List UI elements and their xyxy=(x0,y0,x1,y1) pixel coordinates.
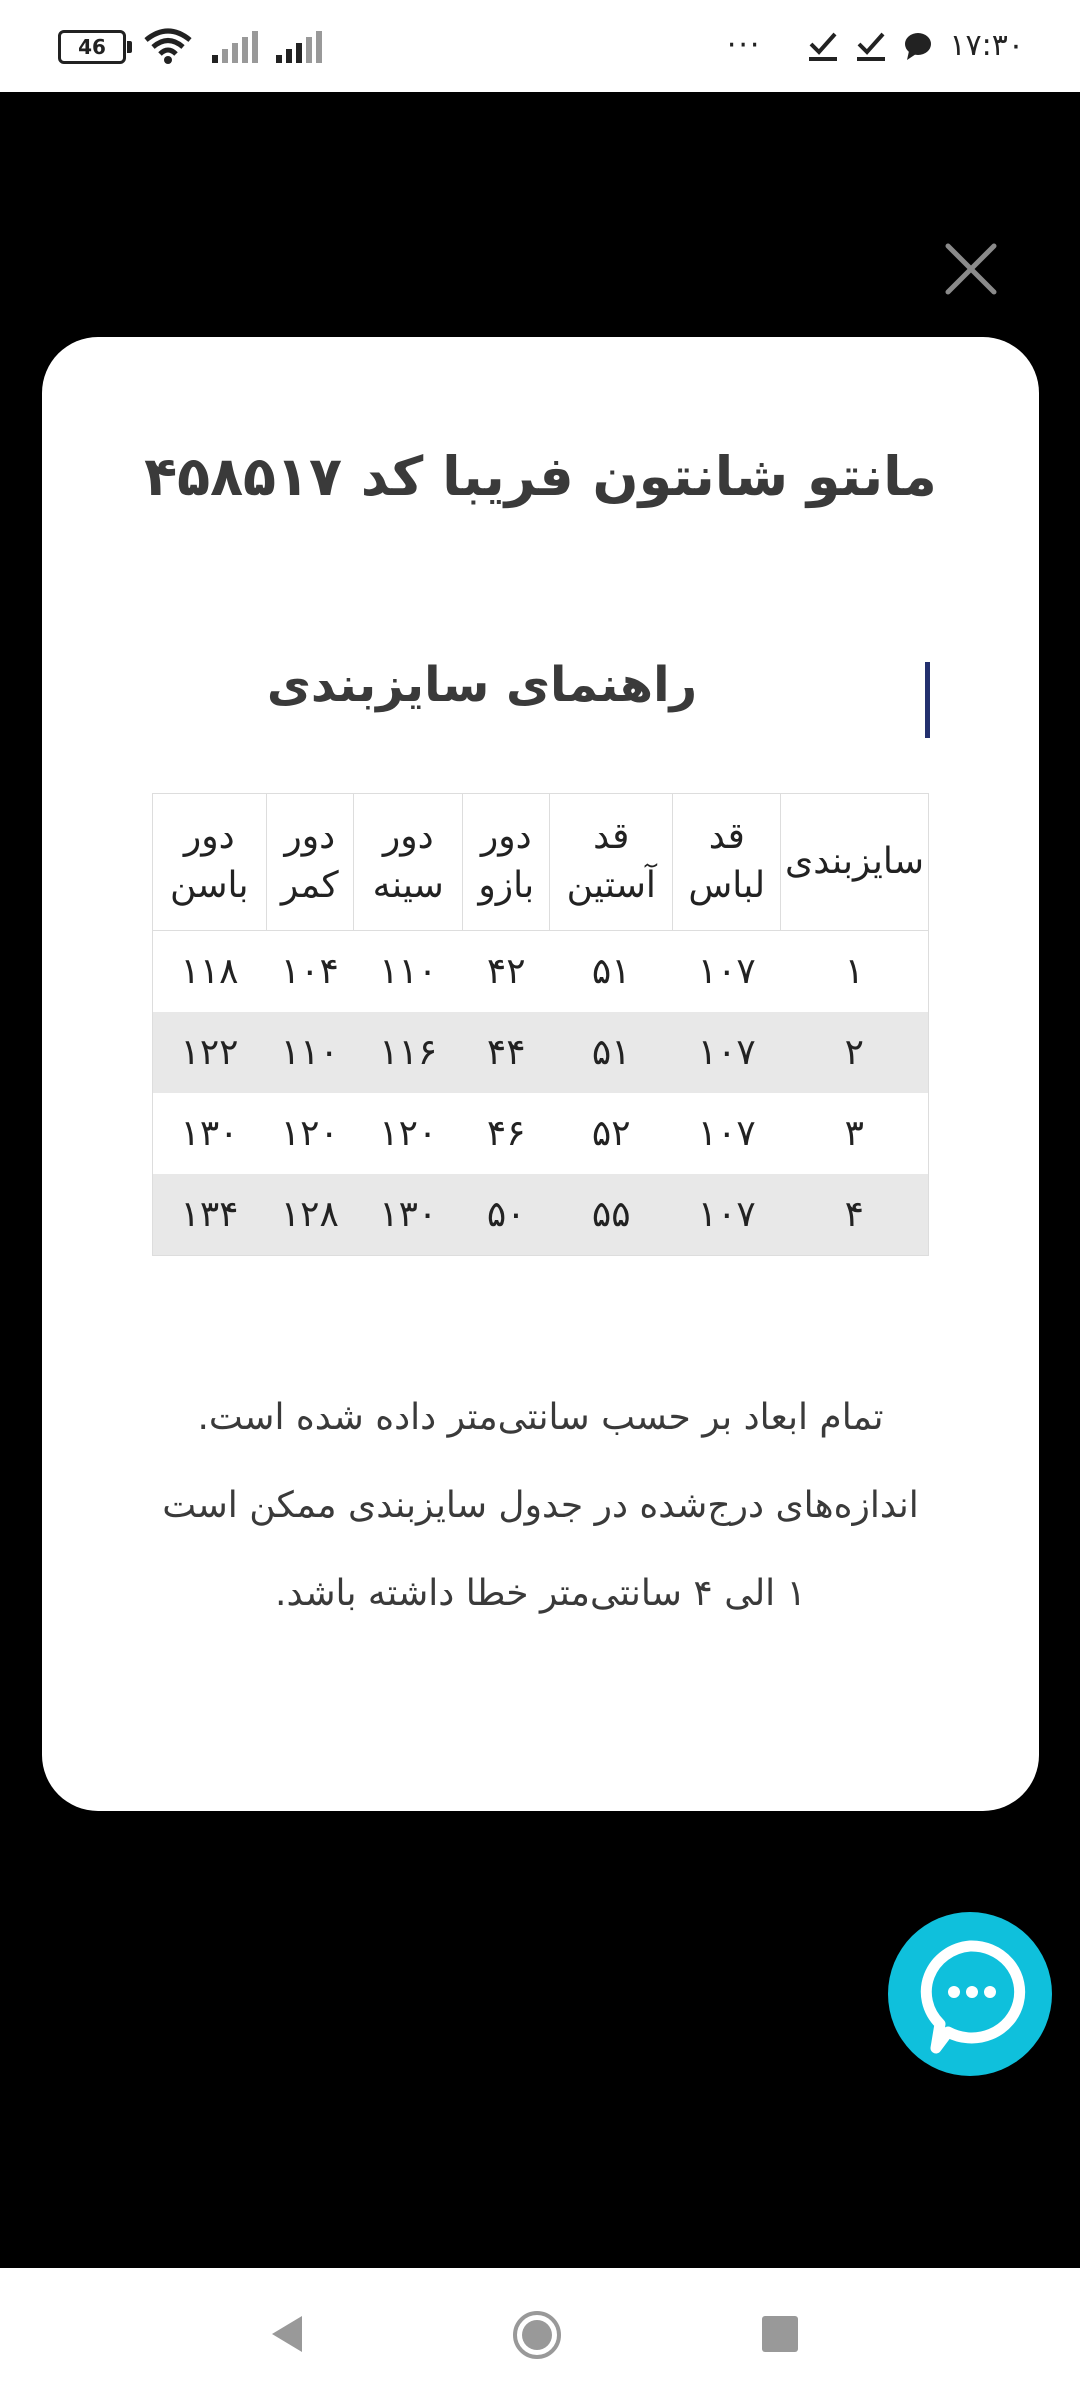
table-cell: ۱۱۸ xyxy=(180,951,239,992)
check-icon xyxy=(807,30,839,62)
table-row xyxy=(153,1012,929,1093)
size-table xyxy=(152,793,929,1256)
wifi-icon xyxy=(142,28,194,66)
more-notifications-icon: ··· xyxy=(726,28,762,63)
header-chest-circumference: دور سینه xyxy=(354,794,463,931)
table-cell: ۱۰۷ xyxy=(697,951,756,992)
table-cell: ۱۲۰ xyxy=(280,1113,339,1154)
table-cell: ۱۳۰ xyxy=(180,1113,239,1154)
note-line-1: تمام ابعاد بر حسب سانتی‌متر داده شده است. xyxy=(197,1397,884,1438)
table-cell: ۲ xyxy=(781,1012,929,1093)
table-cell: ۵۱ xyxy=(550,1012,673,1093)
status-time: ۱۷:۳۰ xyxy=(949,28,1024,63)
header-sleeve-length: قد آستین xyxy=(550,794,673,931)
table-cell: ۴۲ xyxy=(486,951,526,992)
product-title: مانتو شانتون فریبا کد ۴۵۸۵۱۷ xyxy=(144,445,937,508)
table-cell: ۱۱۰ xyxy=(379,951,438,992)
table-cell: ۱۰۷ xyxy=(673,1174,781,1256)
section-accent-bar xyxy=(925,662,930,738)
back-triangle-icon[interactable] xyxy=(268,2314,308,2358)
header-waist-circumference: دور کمر xyxy=(266,794,354,931)
battery-icon xyxy=(58,30,126,64)
table-cell: ۵۵ xyxy=(550,1174,673,1256)
status-left-group xyxy=(58,28,322,66)
table-cell: ۱۰۴ xyxy=(280,951,339,992)
table-cell: ۱۳۰ xyxy=(354,1174,463,1256)
home-circle-icon[interactable] xyxy=(512,2310,562,2364)
section-title: راهنمای سایزبندی xyxy=(266,657,698,713)
table-cell: ۱۲۰ xyxy=(379,1113,438,1154)
signal-weak-icon xyxy=(210,29,258,65)
table-row xyxy=(153,1093,929,1174)
table-cell: ۱۲۸ xyxy=(266,1174,354,1256)
table-cell: ۱۰۷ xyxy=(673,1012,781,1093)
table-cell: ۴۶ xyxy=(486,1113,526,1154)
note-line-3: ۱ الی ۴ سانتی‌متر خطا داشته باشد. xyxy=(275,1573,806,1614)
size-guide-modal xyxy=(42,337,1039,1811)
navigation-bar xyxy=(0,2268,1080,2400)
chat-button[interactable] xyxy=(888,1912,1052,2076)
header-arm-circumference: دور بازو xyxy=(463,794,550,931)
close-icon[interactable] xyxy=(940,238,1002,300)
table-cell: ۵۰ xyxy=(463,1174,550,1256)
recents-square-icon[interactable] xyxy=(762,2316,798,2356)
status-right-group xyxy=(727,28,1024,63)
header-hip-circumference: دور باسن xyxy=(153,794,267,931)
table-cell: ۱۱۶ xyxy=(354,1012,463,1093)
battery-level: 46 xyxy=(78,35,106,59)
table-header-row xyxy=(153,794,929,931)
signal-strong-icon xyxy=(274,29,322,65)
header-size: سایزبندی xyxy=(781,794,929,931)
table-row xyxy=(153,1174,929,1256)
table-cell: ۱۰۷ xyxy=(697,1113,756,1154)
table-cell: ۵۲ xyxy=(591,1113,631,1154)
table-cell: ۳ xyxy=(844,1113,864,1154)
status-bar xyxy=(0,0,1080,92)
header-garment-length: قد لباس xyxy=(673,794,781,931)
table-cell: ۴۴ xyxy=(463,1012,550,1093)
table-cell: ۴ xyxy=(781,1174,929,1256)
chat-bubble-icon xyxy=(888,1912,1052,2076)
table-cell: ۱۳۴ xyxy=(153,1174,267,1256)
check-icon xyxy=(855,30,887,62)
table-cell: ۵۱ xyxy=(591,951,631,992)
table-cell: ۱ xyxy=(844,951,864,992)
note-line-2: اندازه‌های درج‌شده در جدول سایزبندی ممکن است xyxy=(162,1485,919,1526)
table-row xyxy=(153,931,929,1013)
table-cell: ۱۲۲ xyxy=(153,1012,267,1093)
message-bubble-icon xyxy=(903,31,933,61)
table-cell: ۱۱۰ xyxy=(266,1012,354,1093)
